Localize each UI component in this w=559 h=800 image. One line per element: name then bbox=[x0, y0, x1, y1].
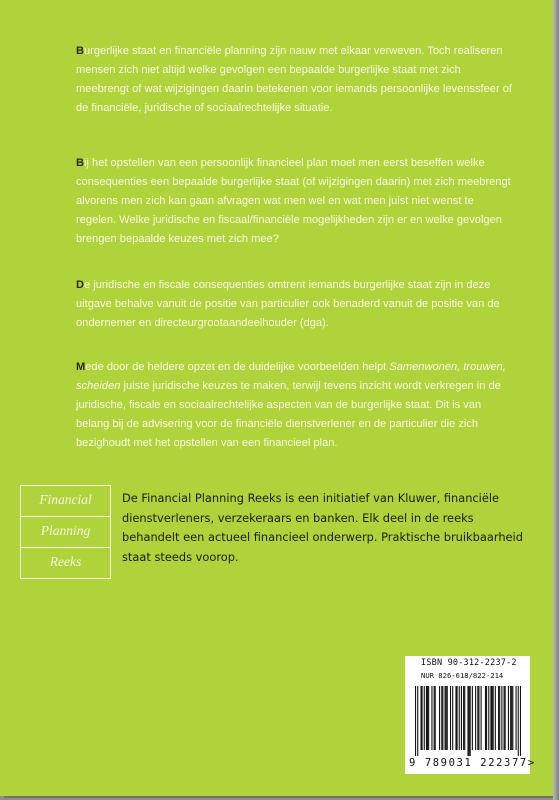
page-edge bbox=[553, 0, 559, 800]
blurb-paragraph-4 bbox=[76, 358, 516, 453]
paragraph-text: ij het opstellen van een persoonlijk financieel plan moet men eerst beseffen welke consequenties een bepaalde burgerlijke staat (of wijzigingen daarin) met zich meebrengt alvorens men zich kan gaan afvragen wat men wel en wat men juist niet wenst te regelen. Welke juridische en fiscaal/financiële mogelijkheden zijn er en welke gevolgen brengen bepaalde keuzes met zich mee? bbox=[76, 157, 511, 245]
barcode-bar bbox=[495, 686, 496, 750]
barcode-bar bbox=[488, 686, 489, 750]
barcode-bar bbox=[422, 686, 423, 750]
barcode-bar bbox=[420, 686, 421, 750]
barcode-bar bbox=[512, 686, 513, 750]
ean-digits: 9 789031 222377 bbox=[409, 757, 528, 769]
ean-marker: > bbox=[527, 757, 536, 769]
barcode-bar bbox=[505, 686, 506, 750]
barcode-bar bbox=[445, 686, 446, 750]
barcode-bar bbox=[442, 686, 443, 750]
barcode-bar bbox=[459, 686, 460, 750]
barcode-bar bbox=[510, 686, 511, 750]
paragraph-text: juiste juridische keuzes te maken, terwijl tevens inzicht wordt verkregen in de juridische, fiscale en sociaalrechtelijke aspecten van de burgerlijke staat. Dit is van belang bij de advisering voor de financiële dienstverlener en de particulier die zich bezighoudt met het opstellen van een financieel plan. bbox=[76, 380, 501, 449]
barcode-bar bbox=[457, 686, 458, 750]
drop-initial: B bbox=[76, 45, 85, 57]
drop-initial: B bbox=[76, 157, 85, 169]
series-logo bbox=[20, 485, 111, 579]
barcode-bar bbox=[498, 686, 499, 750]
barcode-bar bbox=[450, 686, 451, 750]
logo-word-reeks: Reeks bbox=[49, 554, 82, 569]
barcode-bar bbox=[426, 686, 427, 750]
book-title-italic: Samenwonen, trouwen, scheiden bbox=[76, 361, 506, 392]
barcode-bar bbox=[463, 686, 464, 750]
drop-initial: M bbox=[76, 361, 86, 373]
barcode-bar bbox=[469, 686, 470, 756]
barcode-bar bbox=[428, 686, 429, 750]
barcode-bar bbox=[431, 686, 432, 750]
barcode-bar bbox=[446, 686, 447, 750]
barcode-bar bbox=[475, 686, 476, 750]
barcode-bar bbox=[464, 686, 465, 750]
barcode-bar bbox=[504, 686, 505, 750]
barcode-bar bbox=[518, 686, 519, 756]
barcode-bar bbox=[493, 686, 494, 750]
logo-word-planning: Planning bbox=[40, 523, 91, 538]
blurb-paragraph-3 bbox=[76, 276, 516, 333]
barcode-bar bbox=[424, 686, 425, 750]
barcode-bar bbox=[486, 686, 487, 750]
barcode-bar bbox=[441, 686, 442, 750]
barcode-bar bbox=[508, 686, 509, 750]
barcode-bar bbox=[455, 686, 456, 750]
barcode-bar bbox=[477, 686, 478, 750]
barcode-bar bbox=[520, 686, 521, 756]
series-description: De Financial Planning Reeks is een initiatief van Kluwer, financiële dienstverleners, verzekeraars en banken. Elk deel in de reeks behandelt een actueel financieel onderwerp. Praktische bruikbaarheid staat steeds voorop. bbox=[122, 491, 523, 564]
barcode-bar bbox=[439, 686, 440, 750]
ean-number bbox=[409, 757, 536, 769]
logo-divider bbox=[21, 547, 110, 548]
blurb-paragraph-2 bbox=[76, 154, 516, 249]
barcode-bar bbox=[491, 686, 492, 750]
barcode-bar bbox=[516, 686, 517, 750]
nur-text: NUR 826-618/822-214 bbox=[421, 671, 504, 680]
logo-word-financial: Financial bbox=[39, 492, 92, 507]
paragraph-text: urgerlijke staat en financiële planning zijn nauw met elkaar verweven. Toch realiseren mensen zich niet altijd welke gevolgen een bepaalde burgerlijke staat met zich meebrengt of wat wijzigingen daarin betekenen voor iemands persoonlijke levenssfeer of de financiële, juridische of sociaalrechtelijke situatie. bbox=[76, 45, 512, 114]
logo-divider bbox=[21, 516, 110, 517]
barcode-bar bbox=[435, 686, 436, 750]
paragraph-text: e juridische en fiscale consequenties omtrent iemands burgerlijke staat zijn in deze uitgave behalve vanuit de positie van particulier ook benaderd vanuit de positie van de ondernemer en directeurgrootaandeelhouder (dga). bbox=[76, 279, 500, 329]
barcode-bar bbox=[427, 686, 428, 750]
barcode-bar bbox=[481, 686, 482, 750]
isbn-text: ISBN 90-312-2237-2 bbox=[421, 658, 517, 668]
barcode-bar bbox=[467, 686, 468, 756]
paragraph-text: ede door de heldere opzet en de duidelijke voorbeelden helpt bbox=[85, 361, 390, 373]
barcode-bar bbox=[470, 686, 471, 756]
barcode-bar bbox=[452, 686, 453, 750]
drop-initial: D bbox=[76, 279, 85, 291]
blurb-paragraph-1 bbox=[76, 42, 516, 118]
barcode-bar bbox=[485, 686, 486, 750]
barcode-bar bbox=[415, 686, 416, 756]
barcode-bars bbox=[415, 686, 521, 756]
barcode-bar bbox=[501, 686, 502, 750]
barcode-bar bbox=[434, 686, 435, 750]
barcode-bar bbox=[490, 686, 491, 750]
barcode-bar bbox=[499, 686, 500, 750]
barcode-bar bbox=[417, 686, 418, 756]
barcode-label bbox=[405, 656, 536, 774]
barcode-bar bbox=[511, 686, 512, 750]
barcode-bar bbox=[447, 686, 448, 750]
barcode-bar bbox=[461, 686, 462, 750]
barcode-bar bbox=[478, 686, 479, 750]
barcode-bar bbox=[472, 686, 473, 750]
